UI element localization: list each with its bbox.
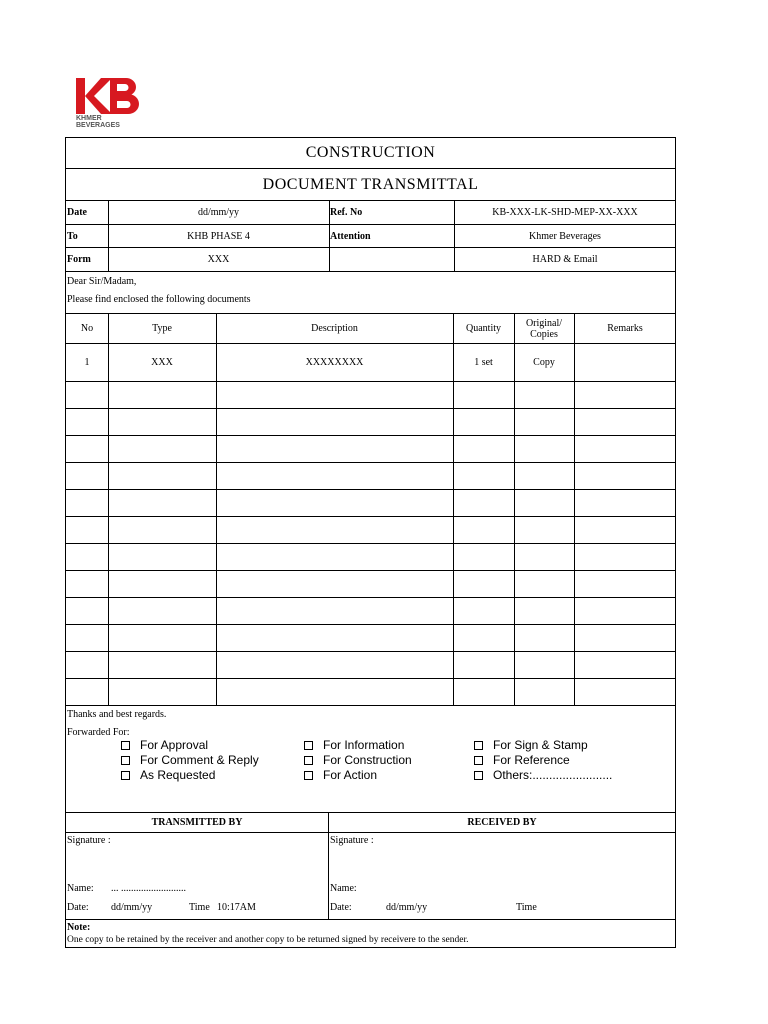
documents-table <box>65 314 676 706</box>
attention-label: Attention <box>330 230 371 242</box>
table-cell[interactable] <box>216 652 453 678</box>
table-cell[interactable] <box>216 436 453 462</box>
table-row <box>65 382 676 409</box>
table-cell[interactable] <box>453 598 514 624</box>
option-for-action[interactable] <box>304 768 377 782</box>
table-cell[interactable] <box>216 598 453 624</box>
table-cell[interactable] <box>574 490 676 516</box>
table-header-cell: Remarks <box>607 323 643 334</box>
table-cell[interactable] <box>514 409 574 435</box>
table-cell[interactable] <box>574 436 676 462</box>
table-cell[interactable] <box>453 490 514 516</box>
received-time-label: Time <box>516 902 537 913</box>
logo-line2: BEVERAGES <box>76 122 120 129</box>
table-cell[interactable] <box>66 679 108 705</box>
checkbox-icon[interactable] <box>474 741 483 750</box>
option-for-comment-reply[interactable] <box>121 753 259 767</box>
table-cell[interactable] <box>453 679 514 705</box>
table-cell[interactable] <box>108 490 216 516</box>
option-label: As Requested <box>140 768 216 782</box>
table-cell[interactable] <box>574 571 676 597</box>
checkbox-icon[interactable] <box>304 741 313 750</box>
table-cell[interactable] <box>453 463 514 489</box>
table-header-cell: Type <box>152 323 172 334</box>
table-cell[interactable] <box>453 544 514 570</box>
table-cell[interactable] <box>216 463 453 489</box>
option-as-requested[interactable] <box>121 768 215 782</box>
table-cell[interactable] <box>216 544 453 570</box>
received-by-heading: RECEIVED BY <box>467 817 537 828</box>
table-cell[interactable] <box>108 652 216 678</box>
table-cell[interactable] <box>66 544 108 570</box>
option-label: For Reference <box>493 753 570 767</box>
table-cell[interactable] <box>574 344 676 381</box>
table-row <box>65 517 676 544</box>
greeting-text: Dear Sir/Madam, <box>67 276 137 287</box>
table-cell[interactable] <box>514 571 574 597</box>
table-cell[interactable]: XXXXXXXX <box>305 357 364 368</box>
table-cell[interactable] <box>108 436 216 462</box>
checkbox-icon[interactable] <box>474 756 483 765</box>
option-label: Others:........................ <box>493 768 613 782</box>
title-document-transmittal: DOCUMENT TRANSMITTAL <box>65 169 676 201</box>
table-header-cell: No <box>80 323 94 334</box>
received-name-label: Name: <box>330 883 357 894</box>
option-label: For Information <box>323 738 405 752</box>
title-construction: CONSTRUCTION <box>65 137 676 169</box>
transmitted-date-label: Date: <box>67 902 89 913</box>
table-row <box>65 490 676 517</box>
option-for-sign-stamp[interactable] <box>474 738 588 752</box>
transmitted-time-value[interactable]: 10:17AM <box>217 902 256 913</box>
table-cell[interactable] <box>66 625 108 651</box>
table-cell[interactable] <box>574 517 676 543</box>
table-cell[interactable] <box>574 598 676 624</box>
table-cell[interactable] <box>453 571 514 597</box>
option-label: For Construction <box>323 753 412 767</box>
table-cell[interactable] <box>574 652 676 678</box>
checkbox-icon[interactable] <box>121 771 130 780</box>
transmitted-date-value[interactable]: dd/mm/yy <box>111 902 153 913</box>
attention-value[interactable]: Khmer Beverages <box>529 230 601 242</box>
table-cell[interactable] <box>514 382 574 408</box>
option-others[interactable] <box>474 768 612 782</box>
table-cell[interactable] <box>66 382 108 408</box>
table-cell[interactable] <box>66 409 108 435</box>
option-label: For Action <box>323 768 378 782</box>
table-row <box>65 679 676 706</box>
header-row-form <box>65 248 676 272</box>
table-cell[interactable]: XXX <box>151 357 173 368</box>
intro-text: Please find enclosed the following documents <box>67 294 251 305</box>
form-label: Form <box>67 254 91 265</box>
table-cell[interactable] <box>514 517 574 543</box>
transmitted-signature-label: Signature : <box>67 835 111 846</box>
table-cell[interactable] <box>514 598 574 624</box>
option-label: For Comment & Reply <box>140 753 259 767</box>
table-cell[interactable] <box>574 463 676 489</box>
table-cell[interactable] <box>216 517 453 543</box>
table-cell[interactable] <box>108 409 216 435</box>
checkbox-icon[interactable] <box>121 756 130 765</box>
transmitted-time-label: Time <box>189 902 210 913</box>
table-cell[interactable] <box>453 409 514 435</box>
table-cell[interactable] <box>453 517 514 543</box>
checkbox-icon[interactable] <box>121 741 130 750</box>
table-header-cell: Original/ Copies <box>525 317 563 340</box>
greeting-block <box>65 272 676 314</box>
to-value[interactable]: KHB PHASE 4 <box>187 230 250 242</box>
option-for-reference[interactable] <box>474 753 570 767</box>
table-cell[interactable]: Copy <box>533 357 555 368</box>
table-cell[interactable] <box>108 625 216 651</box>
table-cell[interactable] <box>216 679 453 705</box>
received-signature-label: Signature : <box>330 835 374 846</box>
table-cell[interactable] <box>216 625 453 651</box>
table-cell[interactable] <box>514 463 574 489</box>
table-cell[interactable] <box>108 598 216 624</box>
option-for-information[interactable] <box>304 738 404 752</box>
table-cell[interactable] <box>514 679 574 705</box>
table-cell[interactable] <box>453 652 514 678</box>
note-label: Note: <box>67 922 91 933</box>
table-row <box>65 463 676 490</box>
signature-body-row <box>65 833 676 919</box>
received-date-value[interactable]: dd/mm/yy <box>386 902 428 913</box>
header-row-to <box>65 225 676 248</box>
table-cell[interactable] <box>216 409 453 435</box>
table-cell[interactable] <box>66 463 108 489</box>
table-header-row <box>65 314 676 344</box>
table-cell[interactable] <box>514 652 574 678</box>
form-value[interactable]: XXX <box>207 254 230 265</box>
table-cell[interactable] <box>216 382 453 408</box>
form-extra-value[interactable]: HARD & Email <box>532 254 598 265</box>
table-cell[interactable] <box>514 436 574 462</box>
table-row <box>65 598 676 625</box>
option-for-approval[interactable] <box>121 738 208 752</box>
forwarded-block <box>65 706 676 813</box>
table-cell[interactable] <box>453 625 514 651</box>
closing-text: Thanks and best regards. <box>67 709 167 720</box>
table-row <box>65 344 676 382</box>
ref-value[interactable]: KB-XXX-LK-SHD-MEP-XX-XXX <box>492 207 638 218</box>
table-cell[interactable] <box>108 517 216 543</box>
table-cell[interactable]: 1 <box>84 357 90 368</box>
transmitted-by-heading: TRANSMITTED BY <box>151 817 243 828</box>
table-cell[interactable] <box>574 679 676 705</box>
table-cell[interactable] <box>108 571 216 597</box>
to-label: To <box>67 230 78 242</box>
option-for-construction[interactable] <box>304 753 412 767</box>
table-row <box>65 436 676 463</box>
ref-label: Ref. No <box>330 207 363 218</box>
table-row <box>65 409 676 436</box>
table-cell[interactable] <box>453 382 514 408</box>
checkbox-icon[interactable] <box>304 771 313 780</box>
table-cell[interactable]: 1 set <box>474 357 493 368</box>
option-label: For Sign & Stamp <box>493 738 588 752</box>
transmittal-form <box>65 137 676 948</box>
header-row-date <box>65 201 676 225</box>
table-cell[interactable] <box>453 436 514 462</box>
table-cell[interactable] <box>574 625 676 651</box>
table-header-cell: Description <box>311 323 358 334</box>
table-cell[interactable] <box>514 490 574 516</box>
company-logo <box>74 74 148 132</box>
table-cell[interactable] <box>108 679 216 705</box>
table-cell[interactable] <box>574 382 676 408</box>
table-cell[interactable] <box>108 463 216 489</box>
date-label: Date <box>67 207 87 218</box>
table-cell[interactable] <box>514 544 574 570</box>
table-row <box>65 652 676 679</box>
table-cell[interactable] <box>514 625 574 651</box>
table-cell[interactable] <box>574 544 676 570</box>
note-text: One copy to be retained by the receiver and another copy to be returned signed by receivere to the sender. <box>67 935 469 945</box>
table-row <box>65 571 676 598</box>
logo-line1: KHMER <box>76 115 102 122</box>
table-cell[interactable] <box>216 490 453 516</box>
table-cell[interactable] <box>574 409 676 435</box>
option-label: For Approval <box>140 738 209 752</box>
table-cell[interactable] <box>216 571 453 597</box>
checkbox-icon[interactable] <box>304 756 313 765</box>
table-row <box>65 544 676 571</box>
received-date-label: Date: <box>330 902 352 913</box>
table-cell[interactable] <box>66 652 108 678</box>
date-value[interactable]: dd/mm/yy <box>197 207 240 218</box>
table-cell[interactable] <box>66 571 108 597</box>
table-cell[interactable] <box>108 382 216 408</box>
signature-header-row <box>65 813 676 833</box>
forwarded-for-label: Forwarded For: <box>67 727 130 738</box>
transmitted-name-label: Name: <box>67 883 94 894</box>
table-cell[interactable] <box>66 517 108 543</box>
checkbox-icon[interactable] <box>474 771 483 780</box>
table-row <box>65 625 676 652</box>
table-header-cell: Quantity <box>466 323 501 334</box>
transmitted-name-value[interactable]: ... .......................... <box>111 883 186 894</box>
table-cell[interactable] <box>66 436 108 462</box>
table-cell[interactable] <box>66 490 108 516</box>
note-block <box>65 919 676 948</box>
table-cell[interactable] <box>66 598 108 624</box>
table-cell[interactable] <box>108 544 216 570</box>
